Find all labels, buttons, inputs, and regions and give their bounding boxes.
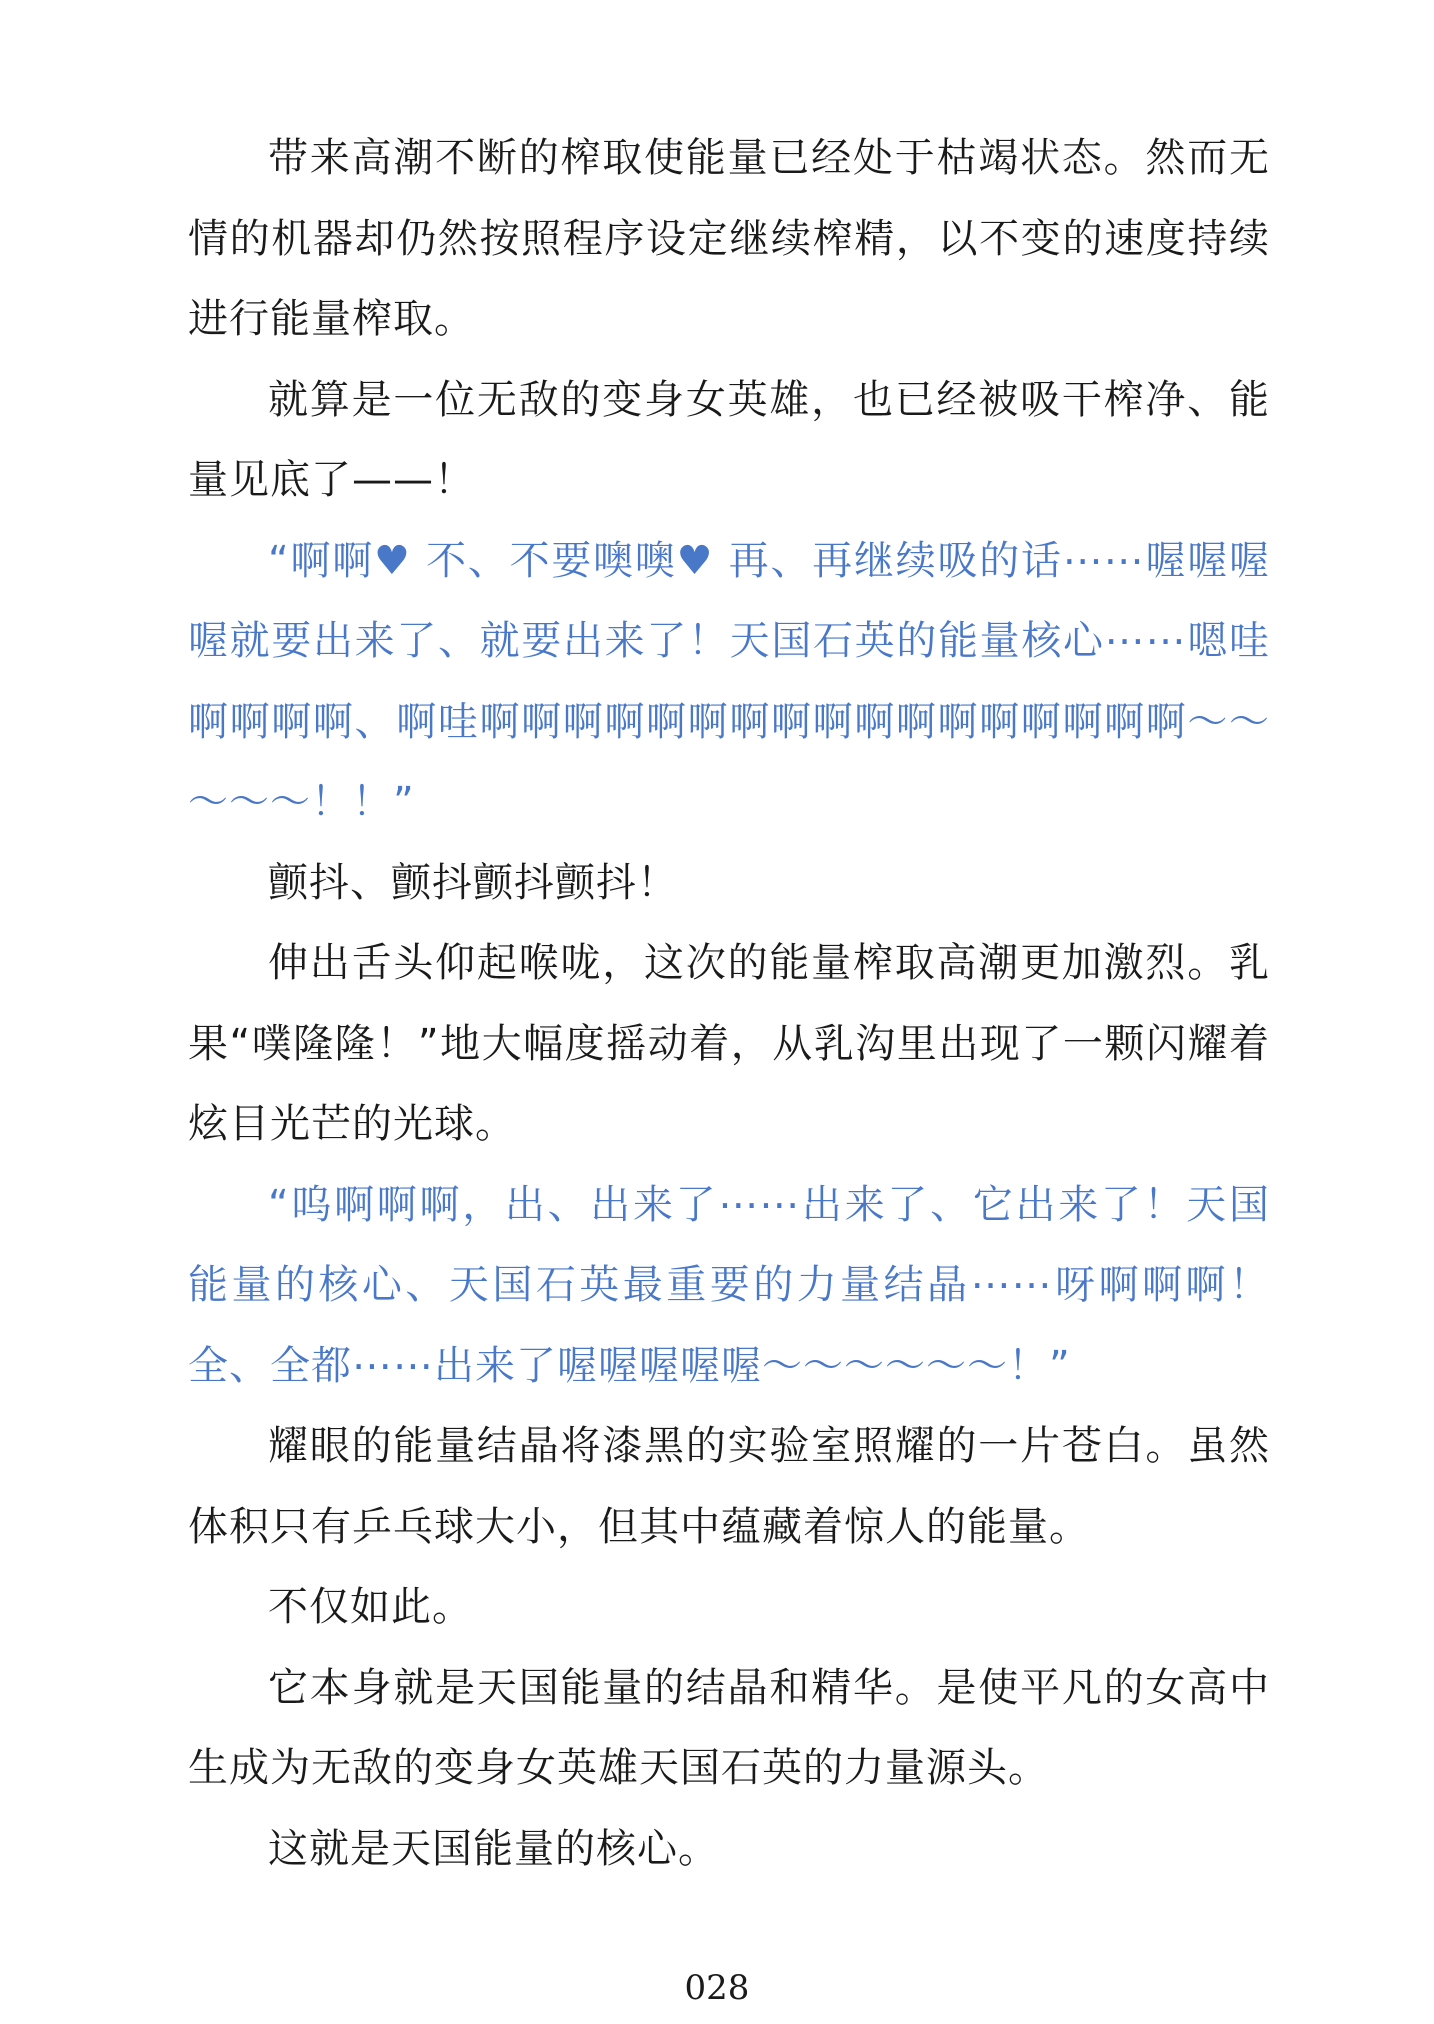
dialogue-paragraph-3: “啊啊♥ 不、不要噢噢♥ 再、再继续吸的话⋯⋯喔喔喔喔就要出来了、就要出来了！天国石英的能量核心⋯⋯嗯哇啊啊啊啊、啊哇啊啊啊啊啊啊啊啊啊啊啊啊啊啊啊啊啊～～～～～！！” bbox=[188, 537, 1270, 825]
dialogue-paragraph-6: “呜啊啊啊，出、出来了⋯⋯出来了、它出来了！天国能量的核心、天国石英最重要的力量结晶⋯⋯呀啊啊啊！全、全都⋯⋯出来了喔喔喔喔喔～～～～～～！” bbox=[188, 1181, 1270, 1389]
page-number: 028 bbox=[684, 1968, 750, 2008]
paragraph-4: 颤抖、颤抖颤抖颤抖！ bbox=[268, 859, 678, 906]
body-text bbox=[188, 118, 1270, 1889]
paragraph-9: 它本身就是天国能量的结晶和精华。是使平凡的女高中生成为无敌的变身女英雄天国石英的力量源头。 bbox=[188, 1664, 1270, 1791]
paragraph-8: 不仅如此。 bbox=[268, 1584, 473, 1630]
paragraph-7: 耀眼的能量结晶将漆黑的实验室照耀的一片苍白。虽然体积只有乒乓球大小，但其中蕴藏着惊人的能量。 bbox=[188, 1423, 1270, 1550]
paragraph-5: 伸出舌头仰起喉咙，这次的能量榨取高潮更加激烈。乳果“噗隆隆！”地大幅度摇动着，从乳沟里出现了一颗闪耀着炫目光芒的光球。 bbox=[188, 940, 1270, 1147]
paragraph-1: 带来高潮不断的榨取使能量已经处于枯竭状态。然而无情的机器却仍然按照程序设定继续榨精，以不变的速度持续进行能量榨取。 bbox=[188, 135, 1270, 342]
paragraph-2: 就算是一位无敌的变身女英雄，也已经被吸干榨净、能量见底了——！ bbox=[188, 376, 1270, 503]
paragraph-10: 这就是天国能量的核心。 bbox=[268, 1825, 719, 1872]
